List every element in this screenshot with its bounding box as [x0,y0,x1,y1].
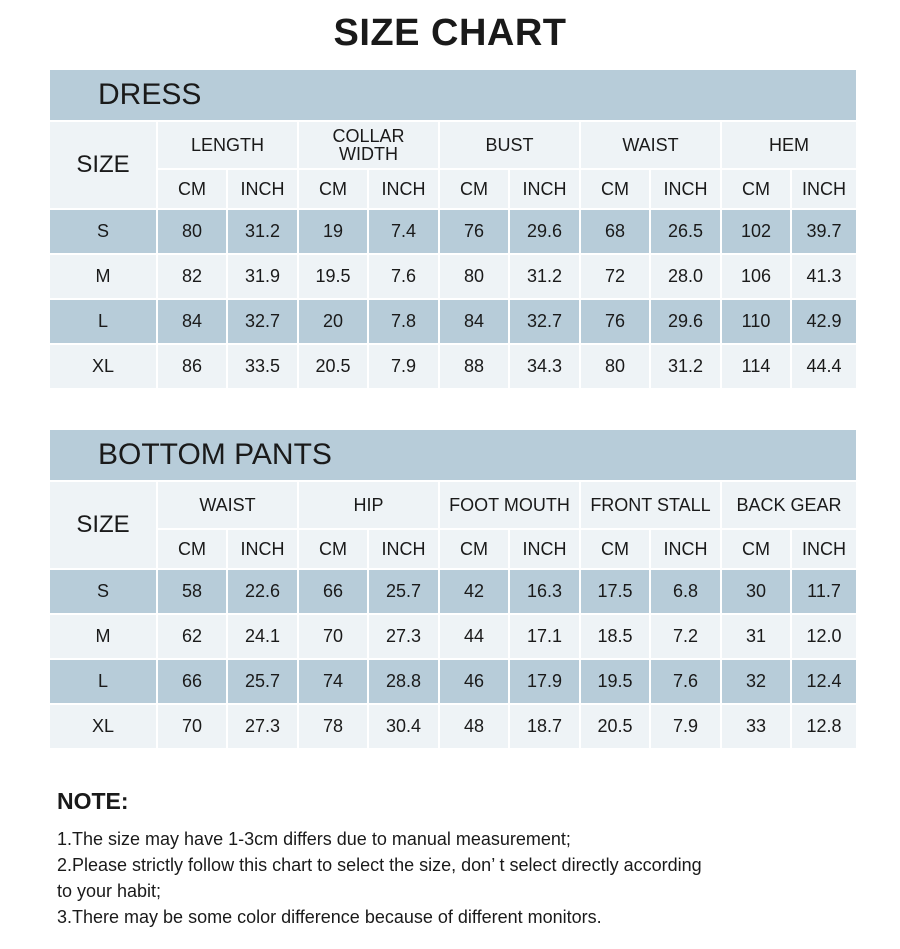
measurement-cell: 32 [721,659,791,704]
measurement-cell: 27.3 [368,614,439,659]
measurement-cell: 76 [439,209,509,254]
unit-header: INCH [791,529,856,569]
measurement-cell: 33 [721,704,791,749]
measurement-cell: 68 [580,209,650,254]
group-header: WAIST [580,121,721,169]
dress-heading: DRESS [50,70,856,121]
measurement-cell: 17.9 [509,659,580,704]
measurement-cell: 11.7 [791,569,856,614]
measurement-cell: 24.1 [227,614,298,659]
measurement-cell: 66 [157,659,227,704]
measurement-cell: 17.1 [509,614,580,659]
measurement-cell: 7.8 [368,299,439,344]
measurement-cell: 80 [439,254,509,299]
measurement-cell: 31.2 [509,254,580,299]
pants-heading: BOTTOM PANTS [50,430,856,481]
note-heading: NOTE: [57,788,129,814]
measurement-cell: 84 [157,299,227,344]
size-cell: XL [50,704,157,749]
unit-header: CM [439,529,509,569]
table-row [50,659,856,704]
unit-header: CM [157,169,227,209]
size-cell: M [50,254,157,299]
measurement-cell: 48 [439,704,509,749]
measurement-cell: 80 [580,344,650,389]
unit-header: CM [298,169,368,209]
table-row [50,299,856,344]
measurement-cell: 44 [439,614,509,659]
measurement-cell: 42.9 [791,299,856,344]
note-line: 2.Please strictly follow this chart to select the size, don’ t select directly according [57,855,702,875]
measurement-cell: 46 [439,659,509,704]
table-row [50,614,856,659]
dress-size-table [50,70,856,390]
measurement-cell: 28.0 [650,254,721,299]
group-header: FOOT MOUTH [439,481,580,529]
measurement-cell: 19 [298,209,368,254]
group-header: HEM [721,121,856,169]
measurement-cell: 25.7 [368,569,439,614]
measurement-cell: 20 [298,299,368,344]
size-cell: M [50,614,157,659]
measurement-cell: 16.3 [509,569,580,614]
measurement-cell: 12.8 [791,704,856,749]
unit-header: CM [580,169,650,209]
measurement-cell: 88 [439,344,509,389]
measurement-cell: 32.7 [227,299,298,344]
note-line: to your habit; [57,881,162,901]
measurement-cell: 30.4 [368,704,439,749]
table-row [50,344,856,389]
unit-header: CM [721,169,791,209]
measurement-cell: 110 [721,299,791,344]
group-header: LENGTH [157,121,298,169]
group-header: WAIST [157,481,298,529]
measurement-cell: 30 [721,569,791,614]
size-column-header: SIZE [50,121,157,209]
measurement-cell: 80 [157,209,227,254]
measurement-cell: 78 [298,704,368,749]
measurement-cell: 114 [721,344,791,389]
measurement-cell: 58 [157,569,227,614]
measurement-cell: 31.9 [227,254,298,299]
measurement-cell: 29.6 [650,299,721,344]
measurement-cell: 20.5 [298,344,368,389]
unit-header-row [50,529,856,569]
size-cell: S [50,569,157,614]
measurement-cell: 106 [721,254,791,299]
measurement-cell: 102 [721,209,791,254]
note-line: 3.There may be some color difference because of different monitors. [57,907,602,927]
measurement-cell: 7.2 [650,614,721,659]
measurement-cell: 42 [439,569,509,614]
size-column-header: SIZE [50,481,157,569]
measurement-cell: 34.3 [509,344,580,389]
measurement-cell: 66 [298,569,368,614]
note-list [57,826,817,930]
measurement-cell: 6.8 [650,569,721,614]
measurement-cell: 76 [580,299,650,344]
measurement-cell: 41.3 [791,254,856,299]
note-line: 1.The size may have 1-3cm differs due to manual measurement; [57,829,571,849]
unit-header: INCH [650,169,721,209]
table-row [50,704,856,749]
measurement-cell: 86 [157,344,227,389]
measurement-cell: 31.2 [227,209,298,254]
group-header: BUST [439,121,580,169]
table-row [50,209,856,254]
measurement-cell: 19.5 [298,254,368,299]
measurement-cell: 7.9 [368,344,439,389]
unit-header: CM [580,529,650,569]
measurement-cell: 29.6 [509,209,580,254]
measurement-cell: 44.4 [791,344,856,389]
page-title: SIZE CHART [333,12,567,54]
measurement-cell: 72 [580,254,650,299]
size-cell: XL [50,344,157,389]
pants-size-table [50,430,856,750]
measurement-cell: 20.5 [580,704,650,749]
measurement-cell: 70 [157,704,227,749]
measurement-cell: 18.5 [580,614,650,659]
unit-header: INCH [227,529,298,569]
measurement-cell: 19.5 [580,659,650,704]
measurement-cell: 84 [439,299,509,344]
measurement-cell: 25.7 [227,659,298,704]
size-cell: L [50,299,157,344]
table-row [50,569,856,614]
measurement-cell: 7.9 [650,704,721,749]
group-header-line: COLLAR WIDTH [332,126,405,164]
measurement-cell: 82 [157,254,227,299]
group-header [298,121,439,169]
size-cell: S [50,209,157,254]
measurement-cell: 22.6 [227,569,298,614]
measurement-cell: 18.7 [509,704,580,749]
unit-header: INCH [509,529,580,569]
unit-header: INCH [791,169,856,209]
measurement-cell: 7.6 [368,254,439,299]
measurement-cell: 12.4 [791,659,856,704]
size-cell: L [50,659,157,704]
measurement-cell: 33.5 [227,344,298,389]
unit-header: INCH [368,529,439,569]
measurement-cell: 28.8 [368,659,439,704]
measurement-cell: 39.7 [791,209,856,254]
measurement-cell: 7.6 [650,659,721,704]
unit-header: INCH [368,169,439,209]
unit-header-row [50,169,856,209]
measurement-cell: 31 [721,614,791,659]
measurement-cell: 7.4 [368,209,439,254]
unit-header: CM [298,529,368,569]
measurement-cell: 74 [298,659,368,704]
unit-header: INCH [650,529,721,569]
group-header: HIP [298,481,439,529]
measurement-cell: 12.0 [791,614,856,659]
measurement-cell: 70 [298,614,368,659]
unit-header: CM [439,169,509,209]
measurement-cell: 62 [157,614,227,659]
measurement-cell: 27.3 [227,704,298,749]
measurement-cell: 32.7 [509,299,580,344]
unit-header: INCH [227,169,298,209]
group-header: BACK GEAR [721,481,856,529]
group-header: FRONT STALL [580,481,721,529]
measurement-cell: 26.5 [650,209,721,254]
unit-header: INCH [509,169,580,209]
unit-header: CM [157,529,227,569]
measurement-cell: 31.2 [650,344,721,389]
table-row [50,254,856,299]
unit-header: CM [721,529,791,569]
measurement-cell: 17.5 [580,569,650,614]
